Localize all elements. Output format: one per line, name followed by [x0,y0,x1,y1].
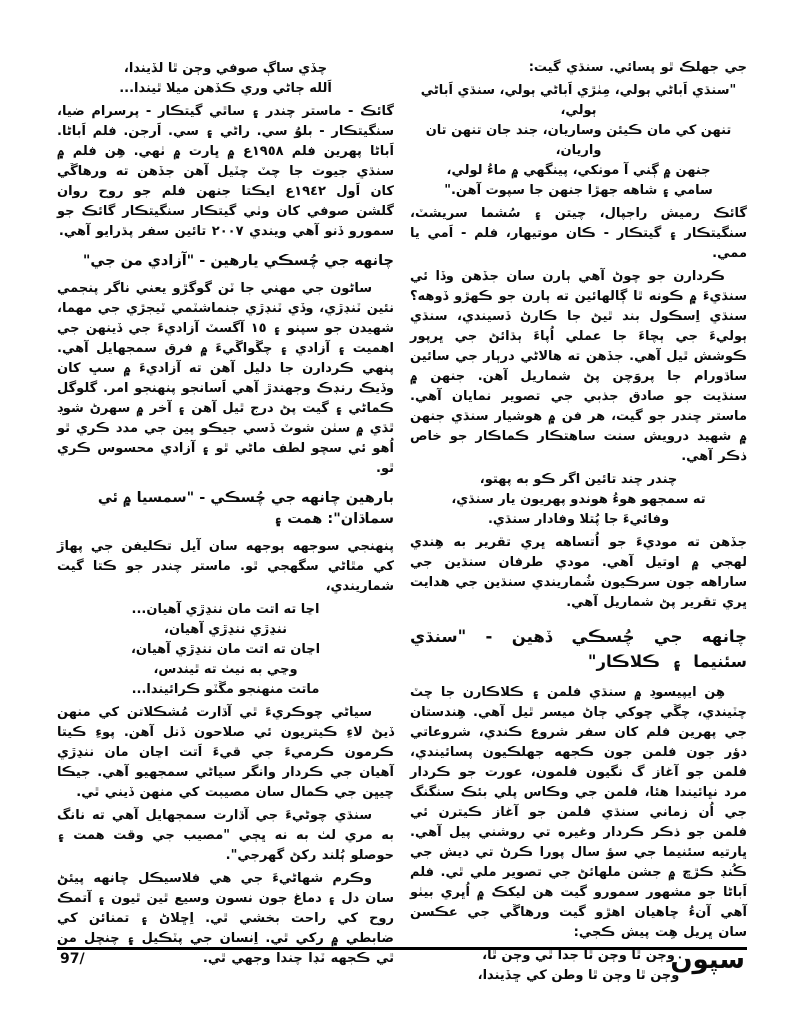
verse-line: جنهن ۾ ڳني آ مونکي، پينگهي ۾ ماءُ لولي، [446,163,711,178]
paragraph: وڪرم شهاڻيءَ جي هي فلاسيڪل چانهه پيئڻ سان دل ۽ دماغ جون نسون وسيع ٿين ٿيون ۽ آتمڪ روح کي راحت بخشي ٿي. اِڇلاڻ ۽ تمنائن کي ضابطي ۾ رکي ٿي. اِنسان جي پٽڪيل ۽ چنچل من ٿي ڪجهه ٽڊا چندا وجهي ٿي. [57,871,394,966]
section-heading: بارهين چانهه جي چُسڪي - "سمسيا ۾ ئي سماڌان": همت ۽ [97,490,394,527]
footer-divider [57,947,747,950]
verse-line: ننڍڙي ننڍڙي آهيان، [164,622,287,637]
verse-line: اَلله ڄاڻي وري ڪڏهن ميلا ٿيندا... [119,81,332,96]
column-left [57,58,394,989]
verse-line: سامي ۽ شاهه جهڙا جنهن جا سپوت آهن." [444,183,713,198]
section-heading: چانهه جي چُسڪي يارهين - "آزادي من جي" [82,253,394,269]
verse-line: "سنڌي اَباڻي ٻولي، مِٺڙي اَباڻي ٻولي، سنڌي اَباڻي ٻولي، [420,83,737,118]
verse-block [410,81,747,201]
paragraph: هِن ايپيسوڊ ۾ سنڌي فلمن ۽ ڪلاڪارن جا چٽ چٽيندي، چڱي چوکي ڄاڻ ميسر ٿيل آهي. هِندستان جي پهرين فلم کان سفر شروع ڪندي، شروعاتي دؤر جون فلمن جون ڪجهه جهلڪيون پسائيندي، فلمن جو آغاز گ نگيون فلمون، عورت جو ڪردار مرد نڀائيندا هئا، فلمن جي وڪاس پلي بئڪ سنگنگ جي اُن زماني سنڌي فلمن جو آغاز ڪيترن ئي فلمن جو ذڪر ڪردار وغيره تي روشني پيل آهي. ڀارتيه سئنيما جي سؤ سال پورا ڪرڻ تي ديش جي ڪُنڊ ڪڙڇ ۾ جشن ملهائڻ جي تصوير ملي ٿي. فلم اَباڻا جو مشهور سمورو گيت هن ليکڪ ۾ اُڀري بيٺو آهي آنءُ چاهيان اهڙو گيت ورهاڱي جي عڪسن سان ڀريل هِت پيش ڪجي: [410,685,747,940]
paragraph: جي جهلڪ ٿو پسائي. سنڌي گيت: [528,60,747,75]
verse-line: اڃان ته اتت مان ننڍڙي آهيان، [130,642,321,657]
magazine-title: سپون [670,945,745,975]
verse-line: ماتت منهنجو مڱٽو ڪرائيندا... [131,682,320,697]
verse-line: اڃا ته اتت مان ننڍڙي آهيان... [131,602,320,617]
verse-line: تنهن کي مان ڪيئن وساريان، جند جان تنهن تان واريان، [425,123,732,158]
verse-block [57,59,394,99]
paragraph: گائڪ - ماستر چندر ۽ ساٿي گيتڪار - پرسرام ضيا، سنگيتڪار - بلوُ سي. راڻي ۽ سي. اَرجن. فلم اَباڻا. اَباڻا پهرين فلم ١٩٥٨ع ۾ ڀارت ۾ ٺهي. هِن فلم ۾ سنڌي جيوت جا چٽ چٽيل آهن جڏهن ته ورهاڱي کان اَول ١٩٤٢ع ايڪتا جنهن فلم جو روح روان گلشن صوفي کان وٺي گيتڪار سنگيتڪار گائڪ جو سمورو ڏنو آهي ويندي ٢٠٠٧ تائين سفر پڌرايو آهي. [57,104,394,239]
verse-line: وڄن ٿا وڄن ٿا جدا ٿي وڄن ٿا، [482,948,675,963]
verse-line: وڃي به نيٺ ته ٿيندس، [153,662,298,677]
verse-block [410,470,747,530]
paragraph: سياڻي چوڪريءَ ٿي آڌارت مُشڪلاتن کي منهن ڏيڻ لاءِ ڪيتريون ئي صلاحون ڏنل آهن. پوءِ ڪيتا ڪرمون ڪرميءَ جي قيءَ اَتت اڃان مان ننڍڙي آهيان جي ڪردار وانگر سياڻي سمجهيو آهي. جيڪا چيڀن جي ڪمال سان مصيبت کي منهن ڏيني ٿي. [57,705,394,800]
paragraph: گائڪ رميش راجپال، چيتن ۽ سُشما سريشٽ، سنگيتڪار ۽ گيتڪار - ڪان موتيهار، فلم - اَمي يا ممي. [410,206,747,261]
paragraph: جڏهن ته موديءَ جو اُتساهه ڀري تقرير به هِندي لهجي ۾ اوتيل آهي. مودي طرفان سنڌين جي ساراهه جون سرڪيون شُماريندي سنڌين جي هدايت ڀري تقرير پڻ شماريل آهي. [410,535,747,610]
page-number: 97/ [60,951,85,967]
verse-line: چڏي ساڳ صوفي وڄن ٿا لڏيندا، [123,61,328,76]
section-heading: چانهه جي چُسڪي ڏهين - "سنڌي سئنيما ۽ ڪلاڪار" [410,627,747,671]
column-right [410,58,747,989]
verse-line: ته سمجهو هوءُ هوندو پهريون يار سنڌي، [451,492,706,507]
paragraph: ساڻون جي مهني جا ٽن گوگڙو يعني ناگر پنجمي نئين ٽنڊڙي، وڏي ٽنڊڙي جنماشٽمي ٽيجڙي جي مهما، شهيدن جو سپنو ۽ ١٥ آگسٽ آزاديءَ جي ڏينهن جي اهميت ۽ آزادي ۽ چڱواڱيءَ ۾ فرق سمجهايل آهي. پنهي ڪردارن جا دليل آهن ته آزاديءَ ۾ سڀ کان وڏيڪ رنڊڪ وجهندڙ آهي اَسانجو پنهنجو امر. گلوگل ڪماڻي ۽ گيت پڻ درج ٿيل آهن ۽ آخر ۾ سهرڻ شوڊ ٿڌي ۾ سٺن شوٽ ڏسي جيڪو پين جي مدد ڪري ٿو اُهو ئي سچو لطف ماڻي ٿو ۽ آزادي محسوس ڪري ٿو. [57,281,394,476]
paragraph: ڪردارن جو چوڻ آهي ٻارن سان جڏهن وڏا ئي سنڌيءَ ۾ ڪونه ٿا ڳالهائين ته ٻارن جو ڪهڙو ڏوهه؟ سنڌي اِسڪول بند ٿيڻ جا ڪارڻ ڏسيندي، سنڌي ٻوليءَ جي ٻچاءَ جا عملي اُپاءَ ٻڌائڻ جي ڀرپور ڪوشش ٿيل آهي. جڏهن ته هالاڻي درٻار جي سائين ساڌورام جا پروَچن پڻ شماريل آهن. جنهن ۾ سنڌيت جو صادق جذبي جي تصوير نمايان آهي. ماستر چندر جو گيت، هر فن ۾ هوشيار سنڌي جنهن ۾ شهيد درويش سنت ساهتڪار ڪماڪار جو خاص ذڪر آهي. [410,269,747,464]
verse-line: چندر چند تائين اگر ڪو به پهتو، [479,472,678,487]
verse-line: وفائيءَ جا پُتلا وفادار سنڌي. [487,512,670,527]
verse-block [57,600,394,700]
article-columns [57,58,747,989]
verse-line: وڄن ٿا وڄن ٿا وطن کي ڇڏيندا، [477,968,680,983]
paragraph: سنڌي چوڻيءَ جي آڌارت سمجهايل آهي ته نانگ به مري لٺ به نه ڀڄي "مصيب جي وقت همت ۽ حوصلو ٻُلند رکڻ گهرجي". [57,808,394,863]
paragraph: پنهنجي سوجهه ٻوجهه سان آيل تڪليفن جي پهاڙ کي مٿاڻي سگهجي ٿو. ماستر چندر جو ڪتا گيت شماريندي، [57,539,394,594]
